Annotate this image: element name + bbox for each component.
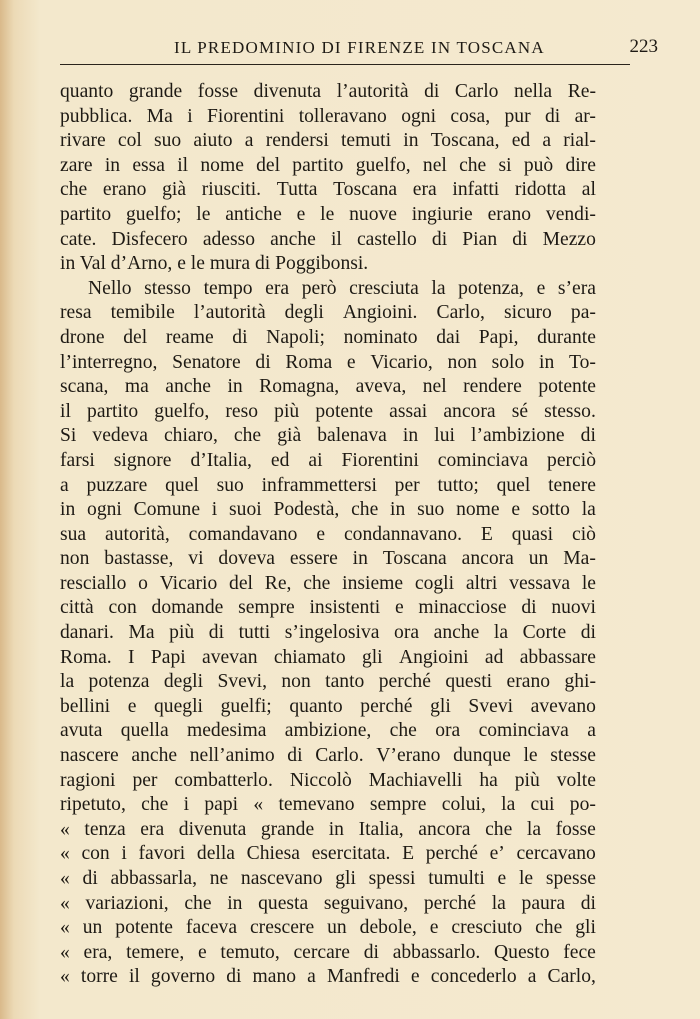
text-line: ragioni per combatterlo. Niccolò Machiavelli ha più volte	[60, 769, 596, 791]
page-number: 223	[629, 36, 658, 57]
text-line: scana, ma anche in Romagna, aveva, nel rendere potente	[60, 376, 596, 398]
text-line: « tenza era divenuta grande in Italia, ancora che la fosse	[60, 818, 596, 840]
text-line: drone del reame di Napoli; nominato dai Papi, durante	[60, 326, 596, 348]
text-line: zare in essa il nome del partito guelfo, nel che si può dire	[60, 154, 596, 176]
text-line: « variazioni, che in questa seguivano, perché la paura di	[60, 892, 596, 914]
text-line: quanto grande fosse divenuta l’autorità di Carlo nella Re-	[60, 81, 596, 102]
text-line: la potenza degli Svevi, non tanto perché questi erano ghi-	[60, 671, 596, 693]
text-line: farsi signore d’Italia, ed ai Fiorentini cominciava perciò	[60, 449, 596, 471]
text-line: il partito guelfo, reso più potente assai ancora sé stesso.	[60, 400, 596, 422]
text-line: sua autorità, comandavano e condannavano. E quasi ciò	[60, 523, 596, 545]
text-line: nascere anche nell’animo di Carlo. V’erano dunque le stesse	[60, 745, 596, 767]
text-line: resa temibile l’autorità degli Angioini. Carlo, sicuro pa-	[60, 302, 596, 324]
text-line: bellini e quegli guelfi; quanto perché gli Svevi avevano	[60, 695, 596, 717]
text-line: non bastasse, vi doveva essere in Toscana ancora un Ma-	[60, 548, 596, 570]
page-header	[60, 34, 658, 65]
text-line: « un potente faceva crescere un debole, e cresciuto che gli	[60, 917, 596, 939]
text-line: Roma. I Papi avevan chiamato gli Angioini ad abbassare	[60, 646, 596, 668]
running-title: IL PREDOMINIO DI FIRENZE IN TOSCANA	[174, 38, 545, 57]
text-line: rivare col suo aiuto a rendersi temuti in Toscana, ed a rial-	[60, 130, 596, 152]
text-line: in ogni Comune i suoi Podestà, che in suo nome e sotto la	[60, 499, 596, 521]
text-line: « di abbassarla, ne nascevano gli spessi tumulti e le spesse	[60, 868, 596, 889]
text-line: ripetuto, che i papi « temevano sempre colui, la cui po-	[60, 794, 596, 816]
text-line: avuta quella medesima ambizione, che ora cominciava a	[60, 720, 596, 742]
text-line: partito guelfo; le antiche e le nuove ingiurie erano vendi-	[60, 203, 596, 225]
text-line: in Val d’Arno, e le mura di Poggibonsi.	[60, 253, 369, 275]
body-text	[60, 80, 596, 990]
text-line: che erano già riusciti. Tutta Toscana era infatti ridotta al	[60, 179, 596, 201]
text-line: « era, temere, e temuto, cercare di abbassarlo. Questo fece	[60, 941, 596, 963]
text-line: « con i favori della Chiesa esercitata. E perché e’ cercavano	[60, 843, 596, 865]
text-line: città con domande sempre insistenti e minacciose di nuovi	[60, 597, 596, 619]
text-line: cate. Disfecero adesso anche il castello di Pian di Mezzo	[60, 228, 596, 250]
text-line: l’interregno, Senatore di Roma e Vicario, non solo in To-	[60, 351, 596, 373]
text-line: « torre il governo di mano a Manfredi e concederlo a Carlo,	[60, 966, 596, 988]
text-line: a puzzare quel suo inframmettersi per tutto; quel tenere	[60, 474, 596, 496]
text-line: pubblica. Ma i Fiorentini tolleravano ogni cosa, pur di ar-	[60, 105, 596, 127]
text-line: Si vedeva chiaro, che già balenava in lui l’ambizione di	[60, 425, 596, 447]
text-line: Nello stesso tempo era però cresciuta la potenza, e s’era	[88, 277, 596, 299]
text-line: danari. Ma più di tutti s’ingelosiva ora anche la Corte di	[60, 622, 596, 644]
text-line: resciallo o Vicario del Re, che insieme cogli altri vessava le	[60, 572, 596, 594]
